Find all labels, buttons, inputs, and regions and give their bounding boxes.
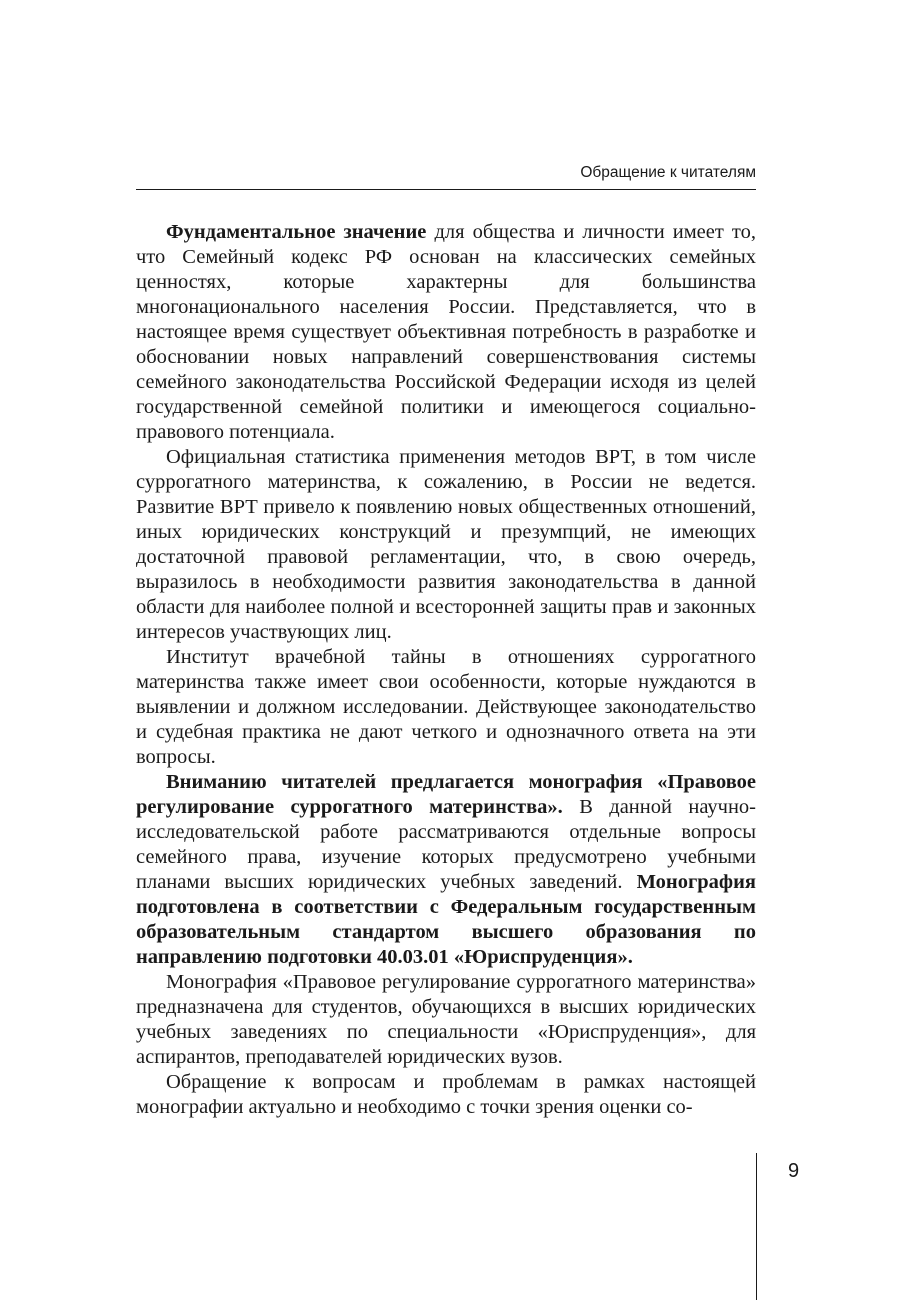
- paragraph-6-text: Обращение к вопросам и проблемам в рамках настоящей монографии актуально и необходимо с точки зрения оценки со-: [136, 1071, 756, 1118]
- paragraph-5: [136, 970, 756, 1070]
- paragraph-1-bold: Фундаментальное значение: [166, 221, 427, 243]
- page-number-rule: [756, 1153, 757, 1300]
- paragraph-1: [136, 220, 756, 445]
- running-head-title: Обращение к читателям: [580, 164, 756, 181]
- paragraph-3: [136, 645, 756, 770]
- paragraph-4-bold-lead: Вниманию читателей предлагается монография «Правовое регулирование суррогатного материнства».: [136, 771, 756, 818]
- paragraph-4: [136, 770, 756, 970]
- paragraph-4-text: В данной научно-исследовательской работе рассматриваются отдельные вопросы семейного права, изучение которых предусмотрено учебными планами высших юридических учебных заведений.: [136, 796, 756, 893]
- paragraph-6: [136, 1070, 756, 1120]
- paragraph-2-text: Официальная статистика применения методов ВРТ, в том числе суррогатного материнства, к сожалению, в России не ведется. Развитие ВРТ привело к появлению новых общественных отношений, иных юридических конструкций и презумпций, не имеющих достаточной правовой регламентации, что, в свою очередь, выразилось в необходимости развития законодательства в данной области для наиболее полной и всесторонней защиты прав и законных интересов участвующих лиц.: [136, 446, 756, 643]
- running-head: [136, 160, 756, 190]
- paragraph-3-text: Институт врачебной тайны в отношениях суррогатного материнства также имеет свои особенности, которые нуждаются в выявлении и должном исследовании. Действующее законодательство и судебная практика не дают четкого и однозначного ответа на эти вопросы.: [136, 646, 756, 768]
- page-number: 9: [788, 1160, 800, 1182]
- paragraph-1-text: для общества и личности имеет то, что Семейный кодекс РФ основан на классических семейных ценностях, которые характерны для большинства многонационального населения России. Представляется, что в настоящее время существует объективная потребность в разработке и обосновании новых направлений совершенствования системы семейного законодательства Российской Федерации исходя из целей государственной семейной политики и имеющегося социально-правового потенциала.: [136, 221, 756, 443]
- paragraph-2: [136, 445, 756, 645]
- paragraph-5-text: Монография «Правовое регулирование суррогатного материнства» предназначена для студентов, обучающихся в высших юридических учебных заведениях по специальности «Юриспруденция», для аспирантов, преподавателей юридических вузов.: [136, 971, 756, 1068]
- page-body: [136, 220, 756, 1120]
- paragraph-4-bold-tail: Монография подготовлена в соответствии с Федеральным государственным образовательным стандартом высшего образования по направлению подготовки 40.03.01 «Юриспруденция».: [136, 871, 756, 968]
